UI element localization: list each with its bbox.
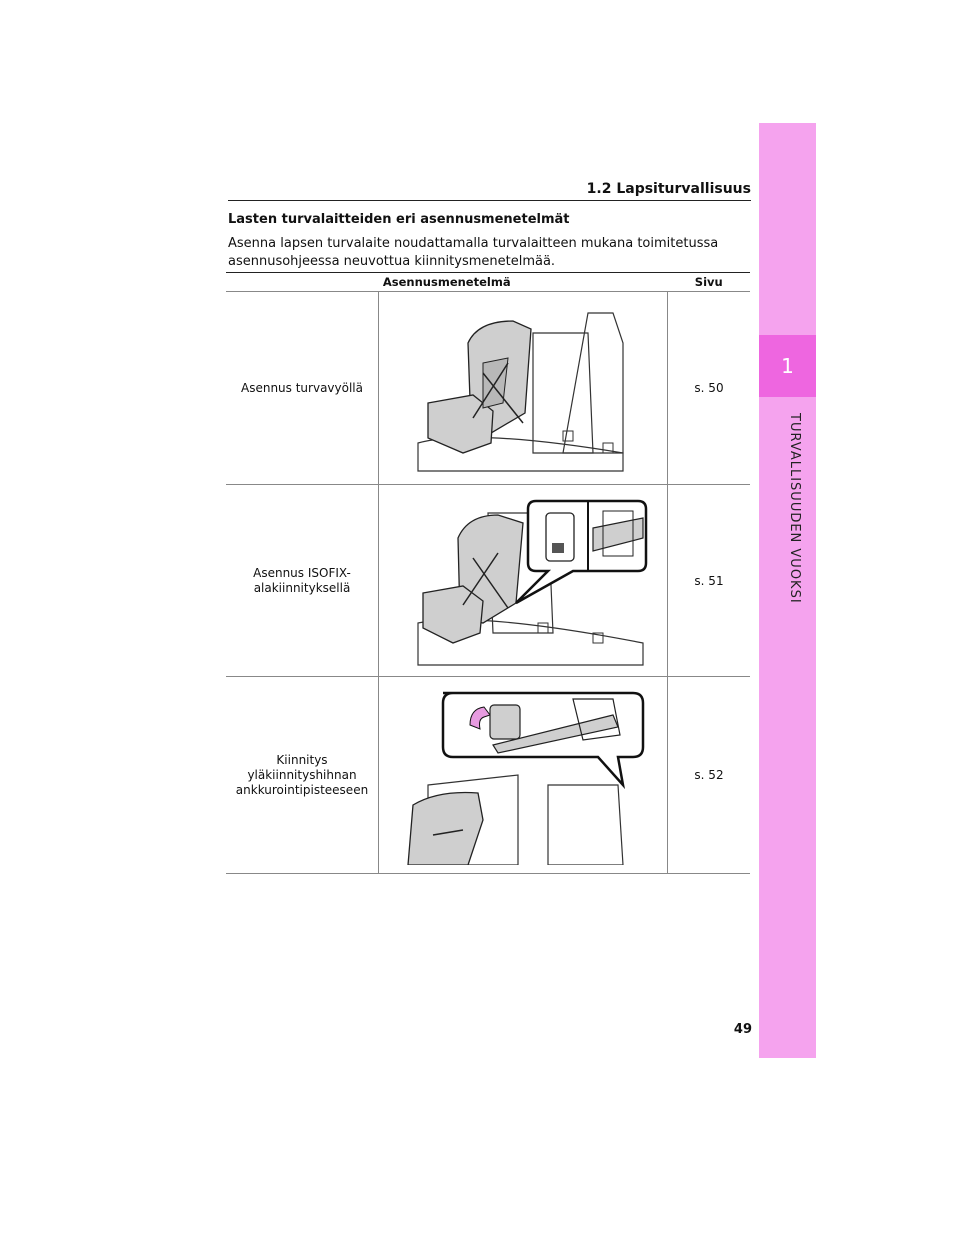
chapter-side-tab: [759, 123, 816, 1058]
page-ref-seatbelt: s. 50: [668, 292, 751, 485]
method-seatbelt: Asennus turvavyöllä: [226, 292, 379, 485]
page-ref-isofix: s. 51: [668, 485, 751, 677]
method-isofix: Asennus ISOFIX-alakiinnityksellä: [226, 485, 379, 677]
installation-methods-table: [226, 272, 750, 874]
table-row: [226, 292, 750, 485]
figure-top-tether-installation: [379, 677, 668, 874]
table-header-row: [226, 273, 750, 292]
page-number: 49: [733, 1022, 752, 1037]
table-row: [226, 677, 750, 874]
seatbelt-child-seat-illustration: [413, 303, 633, 473]
figure-isofix-installation: [379, 485, 668, 677]
chapter-title: TURVALLISUUDEN VUOKSI: [787, 413, 802, 604]
page-ref-top-tether: s. 52: [668, 677, 751, 874]
chapter-number: 1: [759, 335, 816, 397]
top-tether-illustration: [398, 685, 648, 865]
figure-seatbelt-installation: [379, 292, 668, 485]
isofix-child-seat-illustration: [398, 493, 648, 668]
column-header-page: Sivu: [668, 273, 751, 292]
table-row: [226, 485, 750, 677]
section-header: 1.2 Lapsiturvallisuus: [228, 180, 751, 201]
column-header-method: Asennusmenetelmä: [226, 273, 668, 292]
intro-paragraph: Asenna lapsen turvalaite noudattamalla turvalaitteen mukana toimitetussa asennusohjeessa neuvottua kiinnitysmenetelmää.: [228, 236, 719, 269]
method-top-tether: Kiinnitys yläkiinnityshihnan ankkurointipisteeseen: [226, 677, 379, 874]
section-heading: Lasten turvalaitteiden eri asennusmenetelmät: [228, 212, 570, 227]
